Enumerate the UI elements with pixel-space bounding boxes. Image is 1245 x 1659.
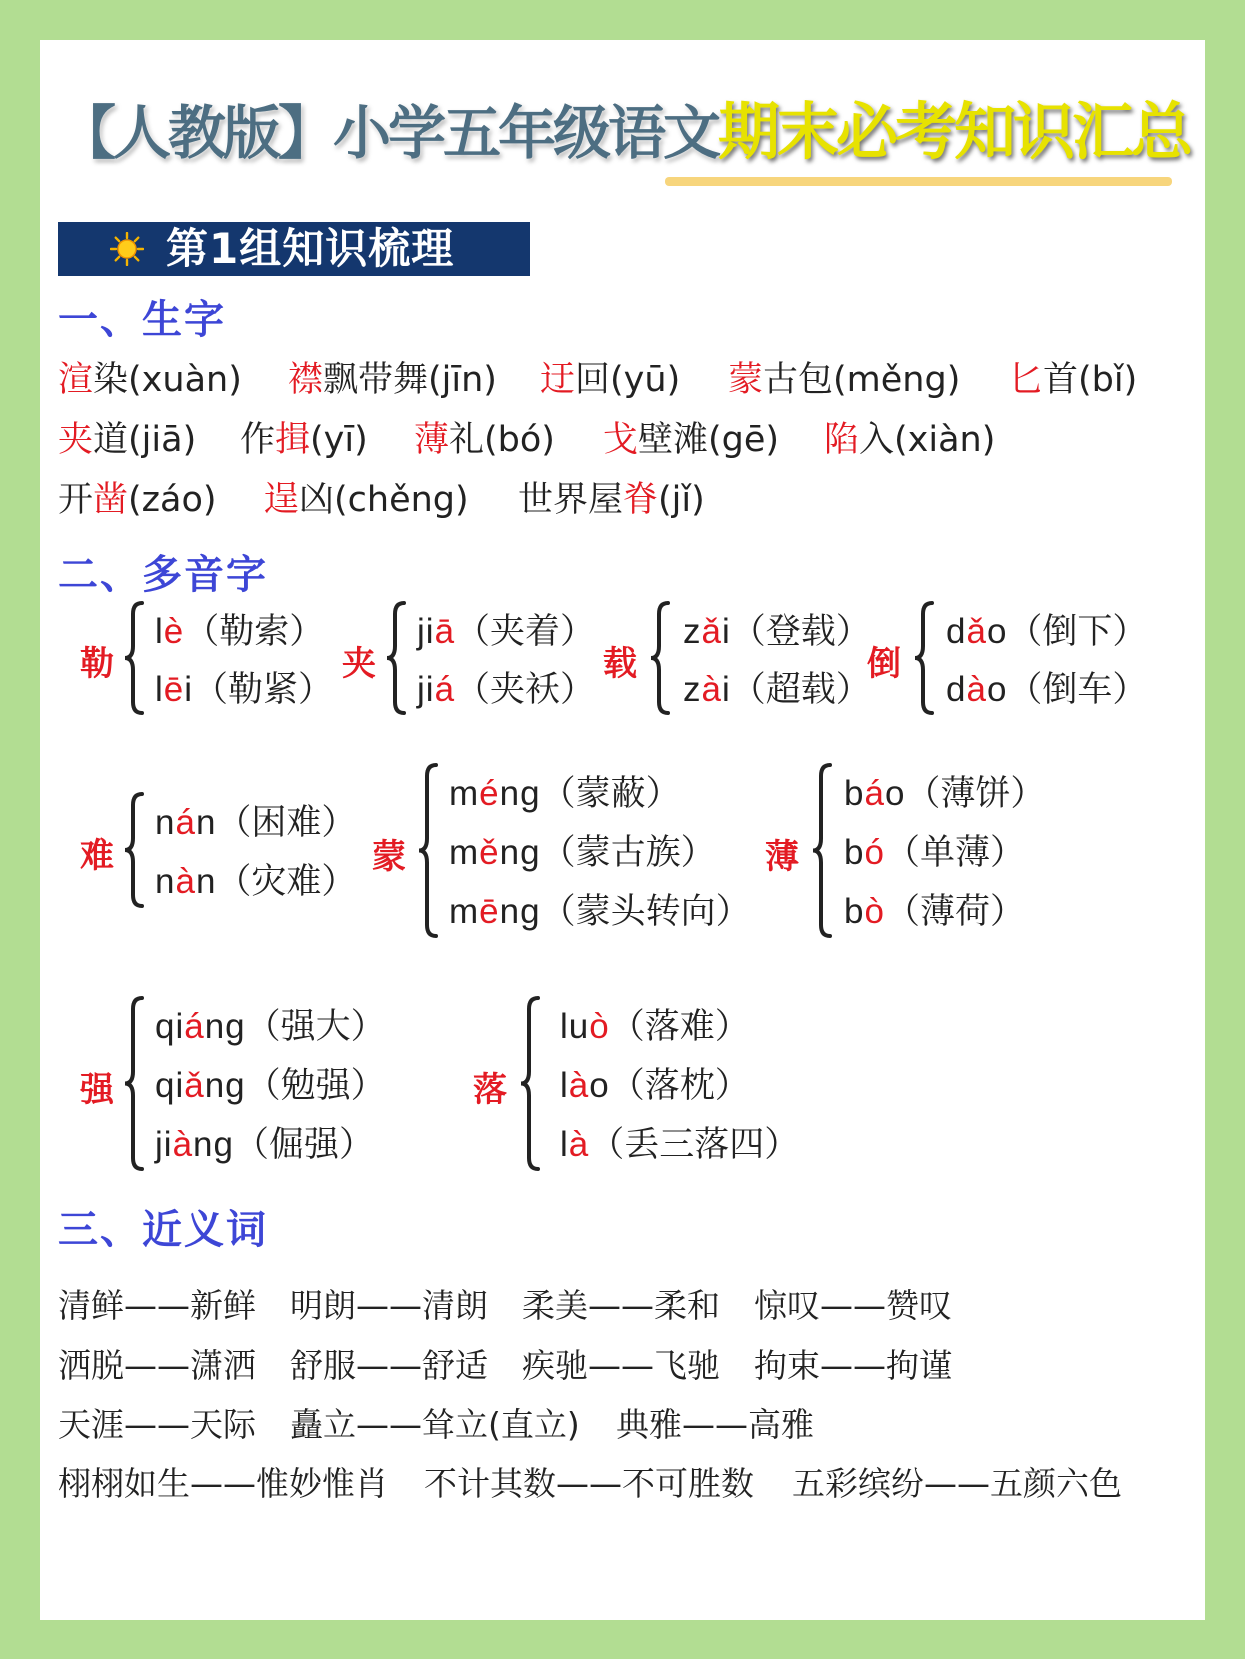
pinyin bbox=[155, 1066, 246, 1105]
pinyin bbox=[946, 612, 1007, 651]
example-word: （困难） bbox=[216, 803, 357, 843]
polyphone-reading bbox=[560, 1117, 799, 1167]
pinyin-final: ng bbox=[204, 1007, 246, 1046]
polyphone-reading bbox=[449, 884, 751, 934]
pinyin-tone-vowel: à bbox=[966, 670, 987, 709]
pinyin-final: i bbox=[721, 670, 731, 709]
synonym-pair: 柔美——柔和 bbox=[522, 1286, 720, 1325]
example-word: （勒紧） bbox=[193, 670, 334, 710]
pinyin-tone-vowel: ǎ bbox=[184, 1066, 205, 1105]
new-char-item bbox=[824, 412, 995, 462]
pinyin-initial: d bbox=[946, 612, 967, 651]
brace-icon bbox=[122, 791, 148, 909]
new-char-highlight: 凿 bbox=[93, 480, 129, 520]
new-char-suffix: 首(bǐ) bbox=[1043, 360, 1138, 400]
example-word: （强大） bbox=[245, 1007, 386, 1047]
new-char-item bbox=[240, 412, 368, 462]
new-char-highlight: 迂 bbox=[540, 360, 576, 400]
pinyin bbox=[155, 862, 216, 901]
synonym-pair: 拘束——拘谨 bbox=[754, 1346, 952, 1385]
new-char-highlight: 薄 bbox=[414, 420, 450, 460]
pinyin bbox=[449, 774, 541, 813]
pinyin-final: n bbox=[195, 803, 217, 842]
pinyin-final: ng bbox=[499, 892, 541, 931]
pinyin-tone-vowel: á bbox=[175, 803, 196, 842]
pinyin-tone-vowel: ǎ bbox=[966, 612, 987, 651]
brace-icon bbox=[518, 995, 544, 1172]
new-char-suffix: 入(xiàn) bbox=[859, 420, 996, 460]
new-char-suffix: 回(yū) bbox=[575, 360, 681, 400]
polyphone-reading bbox=[417, 604, 595, 654]
pinyin bbox=[946, 670, 1007, 709]
pinyin bbox=[683, 612, 731, 651]
pinyin-initial: ji bbox=[417, 612, 435, 651]
example-word: （登载） bbox=[730, 612, 871, 652]
page-title bbox=[58, 82, 1190, 182]
new-char-prefix: 开 bbox=[58, 480, 94, 520]
pinyin-initial: qi bbox=[155, 1066, 185, 1105]
new-char-suffix: 道(jiā) bbox=[93, 420, 197, 460]
pinyin bbox=[155, 1007, 246, 1046]
polyphone-reading bbox=[449, 766, 681, 816]
brace-icon bbox=[810, 762, 836, 939]
new-char-suffix: (yī) bbox=[310, 420, 368, 460]
pinyin-final: o bbox=[986, 670, 1008, 709]
polyphone-reading bbox=[683, 604, 871, 654]
pinyin-initial: ji bbox=[155, 1125, 173, 1164]
pinyin-tone-vowel: ē bbox=[163, 670, 185, 709]
pinyin-initial: m bbox=[449, 774, 480, 813]
new-char-item bbox=[518, 472, 705, 522]
new-char-item bbox=[264, 472, 469, 522]
pinyin-initial: l bbox=[560, 1125, 569, 1164]
synonym-pair: 天涯——天际 bbox=[58, 1405, 256, 1444]
section-heading-synonyms: 三、近义词 bbox=[58, 1207, 268, 1253]
pinyin-tone-vowel: è bbox=[163, 612, 185, 651]
brace-icon bbox=[122, 995, 148, 1172]
pinyin-final: o bbox=[986, 612, 1008, 651]
synonym-pair: 惊叹——赞叹 bbox=[754, 1286, 952, 1325]
synonym-pair: 矗立——耸立(直立) bbox=[290, 1405, 580, 1444]
new-char-suffix: 飘带舞(jīn) bbox=[323, 360, 497, 400]
pinyin-tone-vowel: à bbox=[701, 670, 722, 709]
new-char-suffix: 古包(měng) bbox=[763, 360, 961, 400]
polyphone-char: 强 bbox=[80, 1069, 114, 1110]
polyphone-reading bbox=[560, 999, 750, 1049]
polyphone-char: 倒 bbox=[867, 644, 901, 684]
polyphone-reading bbox=[155, 1117, 374, 1167]
pinyin-initial: l bbox=[155, 670, 164, 709]
polyphone-char: 载 bbox=[603, 644, 637, 684]
new-char-item bbox=[603, 412, 779, 462]
pinyin bbox=[683, 670, 731, 709]
pinyin-initial: m bbox=[449, 833, 480, 872]
example-word: （蒙头转向） bbox=[540, 892, 751, 932]
pinyin bbox=[417, 612, 455, 651]
pinyin-final: ng bbox=[193, 1125, 234, 1164]
brace-icon bbox=[648, 600, 674, 716]
group-title: 第1组知识梳理 bbox=[166, 224, 455, 273]
new-char-highlight: 蒙 bbox=[728, 360, 764, 400]
synonym-pair: 典雅——高雅 bbox=[616, 1405, 814, 1444]
pinyin-initial: lu bbox=[560, 1007, 590, 1046]
new-char-item bbox=[58, 352, 242, 402]
new-char-suffix: 壁滩(gē) bbox=[638, 420, 780, 460]
example-word: （落难） bbox=[609, 1007, 750, 1047]
polyphone-reading bbox=[449, 825, 716, 875]
new-char-highlight: 渲 bbox=[58, 360, 94, 400]
pinyin-tone-vowel: ó bbox=[864, 833, 885, 872]
synonym-pair: 五彩缤纷——五颜六色 bbox=[792, 1464, 1122, 1503]
new-char-item bbox=[414, 412, 555, 462]
title-underline bbox=[665, 177, 1172, 186]
pinyin bbox=[560, 1125, 589, 1164]
polyphone-reading bbox=[155, 999, 386, 1049]
section-heading-polyphones: 二、多音字 bbox=[58, 552, 268, 598]
polyphone-char: 薄 bbox=[765, 836, 799, 877]
pinyin-tone-vowel: à bbox=[172, 1125, 194, 1164]
pinyin-final: i bbox=[721, 612, 731, 651]
pinyin-final: ng bbox=[204, 1066, 246, 1105]
pinyin-tone-vowel: ē bbox=[479, 892, 500, 931]
new-char-highlight: 夹 bbox=[58, 420, 94, 460]
synonym-pair: 栩栩如生——惟妙惟肖 bbox=[58, 1464, 388, 1503]
brace-icon bbox=[384, 600, 410, 716]
title-part-2: 期末必考知识汇总 bbox=[718, 95, 1191, 168]
polyphone-char: 蒙 bbox=[372, 836, 406, 877]
pinyin bbox=[155, 803, 216, 842]
synonym-pair: 清鲜——新鲜 bbox=[58, 1286, 256, 1325]
polyphone-reading bbox=[946, 662, 1147, 712]
pinyin-initial: ji bbox=[417, 670, 435, 709]
pinyin-tone-vowel: à bbox=[175, 862, 196, 901]
pinyin bbox=[560, 1066, 610, 1105]
new-char-item bbox=[1008, 352, 1137, 402]
new-char-highlight: 揖 bbox=[275, 420, 311, 460]
brace-icon bbox=[912, 600, 938, 716]
example-word: （倒车） bbox=[1007, 670, 1148, 710]
new-char-suffix: 染(xuàn) bbox=[93, 360, 242, 400]
brace-icon bbox=[122, 600, 148, 716]
pinyin-tone-vowel: à bbox=[568, 1066, 590, 1105]
new-char-suffix: (záo) bbox=[128, 480, 217, 520]
new-char-item bbox=[728, 352, 960, 402]
synonym-pair: 舒服——舒适 bbox=[290, 1346, 488, 1385]
example-word: （超载） bbox=[730, 670, 871, 710]
synonym-pair: 洒脱——潇洒 bbox=[58, 1346, 256, 1385]
example-word: （蒙蔽） bbox=[540, 774, 681, 814]
new-char-prefix: 世界屋 bbox=[518, 480, 624, 520]
example-word: （灾难） bbox=[216, 862, 357, 902]
pinyin bbox=[844, 833, 885, 872]
pinyin-initial: z bbox=[683, 670, 702, 709]
example-word: （勉强） bbox=[245, 1066, 386, 1106]
pinyin-tone-vowel: ě bbox=[479, 833, 500, 872]
new-char-item bbox=[58, 472, 217, 522]
pinyin-initial: m bbox=[449, 892, 480, 931]
example-word: （蒙古族） bbox=[540, 833, 716, 873]
polyphone-reading bbox=[844, 825, 1025, 875]
pinyin bbox=[844, 774, 905, 813]
pinyin-tone-vowel: à bbox=[568, 1125, 590, 1164]
title-part-1: 【人教版】小学五年级语文 bbox=[58, 99, 719, 167]
pinyin bbox=[844, 892, 885, 931]
pinyin-tone-vowel: á bbox=[864, 774, 885, 813]
pinyin-initial: qi bbox=[155, 1007, 185, 1046]
synonym-pair: 疾驰——飞驰 bbox=[522, 1346, 720, 1385]
pinyin-final: o bbox=[884, 774, 906, 813]
pinyin bbox=[449, 892, 541, 931]
pinyin-final: n bbox=[195, 862, 217, 901]
new-char-highlight: 匕 bbox=[1008, 360, 1044, 400]
pinyin bbox=[560, 1007, 610, 1046]
pinyin-initial: n bbox=[155, 862, 176, 901]
pinyin-tone-vowel: é bbox=[479, 774, 500, 813]
pinyin-tone-vowel: ǎ bbox=[701, 612, 722, 651]
pinyin-final: ng bbox=[499, 833, 541, 872]
section-heading-new-chars: 一、生字 bbox=[58, 297, 226, 343]
new-char-suffix: 礼(bó) bbox=[449, 420, 555, 460]
pinyin-tone-vowel: á bbox=[184, 1007, 205, 1046]
example-word: （单薄） bbox=[884, 833, 1025, 873]
polyphone-reading bbox=[155, 662, 333, 712]
new-char-prefix: 作 bbox=[240, 420, 276, 460]
polyphone-reading bbox=[946, 604, 1147, 654]
polyphone-char: 难 bbox=[80, 836, 114, 876]
pinyin-tone-vowel: ò bbox=[589, 1007, 610, 1046]
new-char-highlight: 戈 bbox=[603, 420, 639, 460]
pinyin-final: o bbox=[589, 1066, 610, 1105]
pinyin bbox=[417, 670, 455, 709]
pinyin-initial: b bbox=[844, 892, 865, 931]
group-header bbox=[58, 222, 530, 276]
example-word: （倒下） bbox=[1007, 612, 1148, 652]
synonym-pair: 明朗——清朗 bbox=[290, 1286, 488, 1325]
content-card bbox=[40, 40, 1205, 1620]
polyphone-reading bbox=[560, 1058, 750, 1108]
new-char-suffix: 凶(chěng) bbox=[299, 480, 469, 520]
polyphone-reading bbox=[417, 662, 595, 712]
pinyin-initial: b bbox=[844, 774, 865, 813]
polyphone-reading bbox=[155, 604, 324, 654]
example-word: （薄荷） bbox=[884, 892, 1025, 932]
pinyin-final: ng bbox=[499, 774, 541, 813]
pinyin-tone-vowel: ò bbox=[864, 892, 885, 931]
pinyin-tone-vowel: á bbox=[434, 670, 456, 709]
pinyin-initial: l bbox=[155, 612, 164, 651]
new-char-suffix: (jǐ) bbox=[658, 480, 705, 520]
synonym-pair: 不计其数——不可胜数 bbox=[424, 1464, 754, 1503]
pinyin-final: i bbox=[184, 670, 194, 709]
pinyin-tone-vowel: ā bbox=[434, 612, 456, 651]
pinyin bbox=[155, 670, 193, 709]
pinyin bbox=[449, 833, 541, 872]
new-char-highlight: 脊 bbox=[623, 480, 659, 520]
polyphone-reading bbox=[155, 1058, 386, 1108]
brace-icon bbox=[416, 762, 442, 939]
example-word: （薄饼） bbox=[905, 774, 1046, 814]
example-word: （夹袄） bbox=[455, 670, 596, 710]
polyphone-reading bbox=[155, 854, 356, 904]
example-word: （勒索） bbox=[184, 612, 325, 652]
pinyin bbox=[155, 612, 184, 651]
polyphone-reading bbox=[155, 795, 356, 845]
sun-icon bbox=[110, 232, 144, 266]
example-word: （夹着） bbox=[455, 612, 596, 652]
polyphone-reading bbox=[844, 884, 1025, 934]
pinyin-initial: d bbox=[946, 670, 967, 709]
polyphone-char: 夹 bbox=[342, 644, 376, 684]
pinyin-initial: l bbox=[560, 1066, 569, 1105]
polyphone-reading bbox=[844, 766, 1045, 816]
polyphone-char: 落 bbox=[473, 1069, 507, 1110]
pinyin-initial: z bbox=[683, 612, 702, 651]
polyphone-char: 勒 bbox=[80, 644, 114, 684]
new-char-highlight: 逞 bbox=[264, 480, 300, 520]
new-char-item bbox=[58, 412, 196, 462]
pinyin bbox=[155, 1125, 234, 1164]
pinyin-initial: n bbox=[155, 803, 176, 842]
new-char-highlight: 陷 bbox=[824, 420, 860, 460]
pinyin-initial: b bbox=[844, 833, 865, 872]
example-word: （倔强） bbox=[233, 1125, 374, 1165]
new-char-item bbox=[288, 352, 497, 402]
example-word: （丢三落四） bbox=[589, 1125, 800, 1165]
polyphone-reading bbox=[683, 662, 871, 712]
example-word: （落枕） bbox=[609, 1066, 750, 1106]
new-char-item bbox=[540, 352, 680, 402]
new-char-highlight: 襟 bbox=[288, 360, 324, 400]
